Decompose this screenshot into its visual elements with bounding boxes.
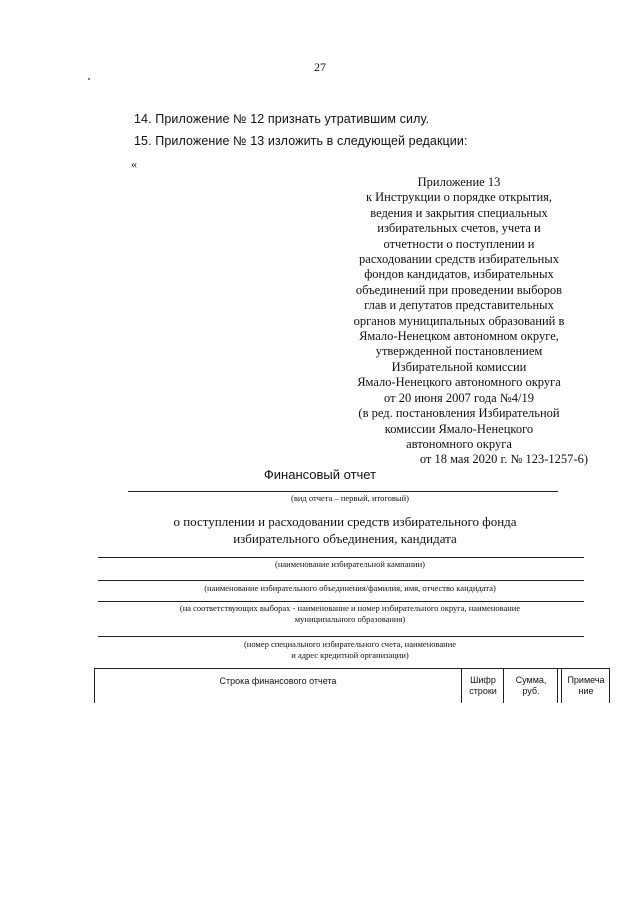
annex-line: Приложение 13 [417, 175, 501, 189]
annex-line: ведения и закрытия специальных [370, 205, 548, 220]
header-line-code-label-1: Шифр [470, 675, 496, 685]
annex-line: объединений при проведении выборов [355, 282, 563, 297]
account-caption-line: и адрес кредитной организации) [291, 650, 409, 660]
opening-quote: « [131, 157, 137, 171]
item-15: 15. Приложение № 13 изложить в следующей редакции: [134, 134, 468, 148]
campaign-caption: (наименование избирательной кампании) [275, 559, 425, 569]
header-note-label-2: ние [578, 686, 594, 696]
item-14: 14. Приложение № 12 признать утратившим силу. [134, 112, 430, 126]
report-type-caption: (вид отчета – первый, итоговый) [291, 493, 409, 503]
annex-line: Ямало-Ненецкого автономного округа [357, 375, 561, 390]
account-line [98, 636, 584, 637]
header-sum-label [504, 669, 558, 697]
header-line-code [461, 669, 504, 703]
annex-line: автономного округа [406, 436, 512, 451]
annex-line: избирательных счетов, учета и [377, 221, 541, 236]
annex-line: утвержденной постановлением [375, 344, 543, 359]
annex-line: Ямало-Ненецком автономном округе, [359, 329, 559, 344]
district-caption [120, 603, 580, 625]
account-caption-line: (номер специального избирательного счета, наименование [243, 639, 457, 649]
report-type-line [128, 491, 558, 492]
annex-line: от 18 мая 2020 г. № 123-1257-6) [419, 452, 588, 467]
candidate-line [98, 580, 584, 581]
scan-speck [88, 78, 90, 80]
candidate-caption: (наименование избирательного объединения/фамилия, имя, отчество кандидата) [204, 583, 496, 593]
header-report-line [95, 669, 461, 703]
annex-line: отчетности о поступлении и [383, 236, 535, 251]
annex-line: фондов кандидатов, избирательных [364, 267, 554, 282]
campaign-line [98, 557, 584, 558]
annex-line: органов муниципальных образований в [353, 313, 565, 328]
header-line-code-label [462, 669, 504, 697]
report-title: Финансовый отчет [263, 467, 377, 482]
header-line-code-label-2: строки [469, 686, 497, 696]
header-report-line-label: Строка финансового отчета [219, 676, 337, 686]
report-subject-line: о поступлении и расходовании средств избирательного фонда [173, 514, 517, 529]
financial-report-table [94, 668, 610, 703]
annex-line: Избирательной комиссии [391, 359, 527, 374]
district-caption-line: муниципального образования) [294, 614, 406, 624]
annex-header [328, 175, 590, 468]
annex-line: глав и депутатов представительных [364, 298, 554, 313]
annex-line: комиссии Ямало-Ненецкого [384, 421, 534, 436]
report-subject-line: избирательного объединения, кандидата [233, 531, 457, 546]
report-subject [120, 513, 570, 547]
annex-line: расходовании средств избирательных [359, 252, 559, 267]
district-caption-line: (на соответствующих выборах - наименование и номер избирательного округа, наименование [179, 603, 521, 613]
header-sum-label-2: руб. [522, 686, 540, 696]
annex-line: к Инструкции о порядке открытия, [365, 190, 553, 205]
district-line [98, 601, 584, 602]
header-note-label [562, 669, 610, 697]
account-caption [120, 639, 580, 661]
header-sum-label-1: Сумма, [515, 675, 547, 685]
annex-line: от 20 июня 2007 года №4/19 [384, 390, 534, 405]
header-note-label-1: Примеча [567, 675, 605, 685]
header-sum [503, 669, 558, 703]
annex-line: (в ред. постановления Избирательной [358, 406, 560, 421]
page-number: 27 [314, 60, 326, 74]
header-note [561, 669, 610, 703]
